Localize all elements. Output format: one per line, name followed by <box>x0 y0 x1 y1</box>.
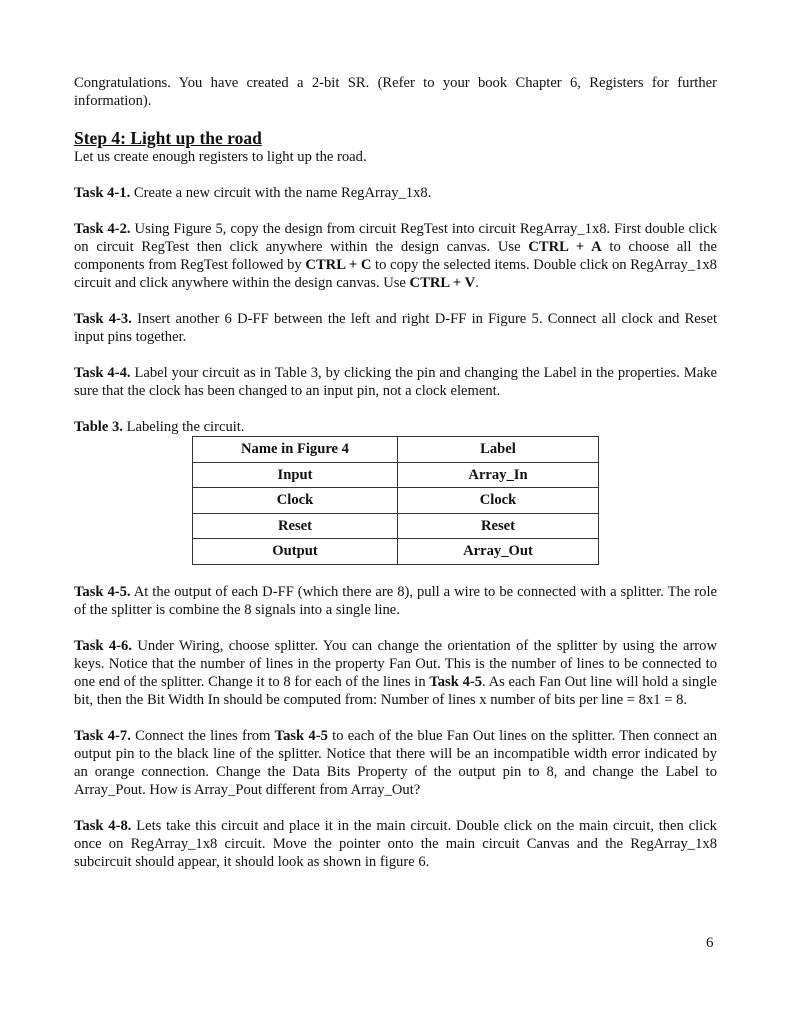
task-text: Create a new circuit with the name RegArray_1x8. <box>130 185 432 201</box>
table-caption <box>74 418 717 436</box>
task-4-8 <box>74 817 717 871</box>
task-4-7 <box>74 727 717 799</box>
page-number: 6 <box>706 935 714 951</box>
table-cell: Output <box>193 539 398 565</box>
task-text: to choose all the components from RegTest followed by <box>74 239 717 273</box>
table-row <box>193 488 599 514</box>
table-row <box>193 539 599 565</box>
task-label: Task 4-3. <box>74 311 132 327</box>
task-text: Connect the lines from <box>130 727 275 744</box>
task-text: to each of the blue Fan Out lines on the splitter. Then connect an output pin to the black line of the splitter. Notice that there will be an incompatible width error indicated by an orange connection. Change the Data Bits Property of the output pin to 8, and change the Label to Array_Pout. How is Array_Pout different from Array_Out? <box>74 727 717 798</box>
task-text: Insert another 6 D-FF between the left and right D-FF in Figure 5. Connect all clock and Reset input pins together. <box>74 311 717 345</box>
task-text: Using Figure 5, copy the design from circuit RegTest into circuit RegArray_1x8. First double click on circuit RegTest then click anywhere within the design canvas. Use <box>74 221 717 255</box>
task-text: Lets take this circuit and place it in the main circuit. Double click on the main circuit, then click once on RegArray_1x8 circuit. Move the pointer onto the main circuit Canvas and the RegArray_1x8 subcircuit should appear, it should look as shown in figure 6. <box>74 817 717 870</box>
table-header-cell: Name in Figure 4 <box>193 437 398 463</box>
table-cell: Reset <box>193 513 398 539</box>
table-cell: Clock <box>398 488 599 514</box>
table-cell: Array_In <box>398 462 599 488</box>
table-header-row <box>193 437 599 463</box>
labeling-table <box>192 436 599 565</box>
task-text: At the output of each D-FF (which there are 8), pull a wire to be connected with a splitter. The role of the splitter is combine the 8 signals into a single line. <box>74 583 717 618</box>
task-4-1 <box>74 184 717 202</box>
table-caption-label: Table 3. <box>74 419 123 435</box>
table-row <box>193 462 599 488</box>
task-4-4 <box>74 364 717 400</box>
task-text: . <box>475 275 479 291</box>
task-text: to copy the selected items. Double click on RegArray_1x8 circuit and click anywhere within the design canvas. Use <box>74 257 717 291</box>
step-heading: Step 4: Light up the road <box>74 128 262 148</box>
table-cell: Array_Out <box>398 539 599 565</box>
task-label: Task 4-4. <box>74 365 131 381</box>
shortcut-copy: CTRL + C <box>305 257 372 273</box>
table-cell: Clock <box>193 488 398 514</box>
task-label: Task 4-8. <box>74 817 132 834</box>
task-label: Task 4-1. <box>74 185 131 201</box>
task-4-5 <box>74 583 717 619</box>
table-cell: Reset <box>398 513 599 539</box>
shortcut-select-all: CTRL + A <box>528 239 602 255</box>
task-label: Task 4-6. <box>74 637 132 654</box>
task-label: Task 4-7. <box>74 727 131 744</box>
intro-paragraph: Congratulations. You have created a 2-bit SR. (Refer to your book Chapter 6, Registers for further information). <box>74 75 717 109</box>
task-4-3 <box>74 310 717 346</box>
task-text: Label your circuit as in Table 3, by clicking the pin and changing the Label in the properties. Make sure that the clock has been changed to an input pin, not a clock element. <box>74 365 717 399</box>
step-intro: Let us create enough registers to light up the road. <box>74 149 367 165</box>
table-header-cell: Label <box>398 437 599 463</box>
task-label: Task 4-2. <box>74 221 131 237</box>
table-caption-text: Labeling the circuit. <box>122 419 245 435</box>
page-content <box>74 74 717 871</box>
table-row <box>193 513 599 539</box>
task-text: Under Wiring, choose splitter. You can change the orientation of the splitter by using the arrow keys. Notice that the number of lines in the property Fan Out. This is the number of lines to be connected to one end of the splitter. Change it to 8 for each of the lines in <box>74 637 717 690</box>
table-cell: Input <box>193 462 398 488</box>
task-4-6 <box>74 637 717 709</box>
task-reference: Task 4-5 <box>274 727 328 744</box>
task-label: Task 4-5. <box>74 583 131 600</box>
task-reference: Task 4-5 <box>429 673 483 690</box>
shortcut-paste: CTRL + V <box>409 275 476 291</box>
task-text: . As each Fan Out line will hold a single bit, then the Bit Width In should be computed from: Number of lines x number of bits per line = 8x1 = 8. <box>74 673 717 708</box>
task-4-2 <box>74 220 717 292</box>
